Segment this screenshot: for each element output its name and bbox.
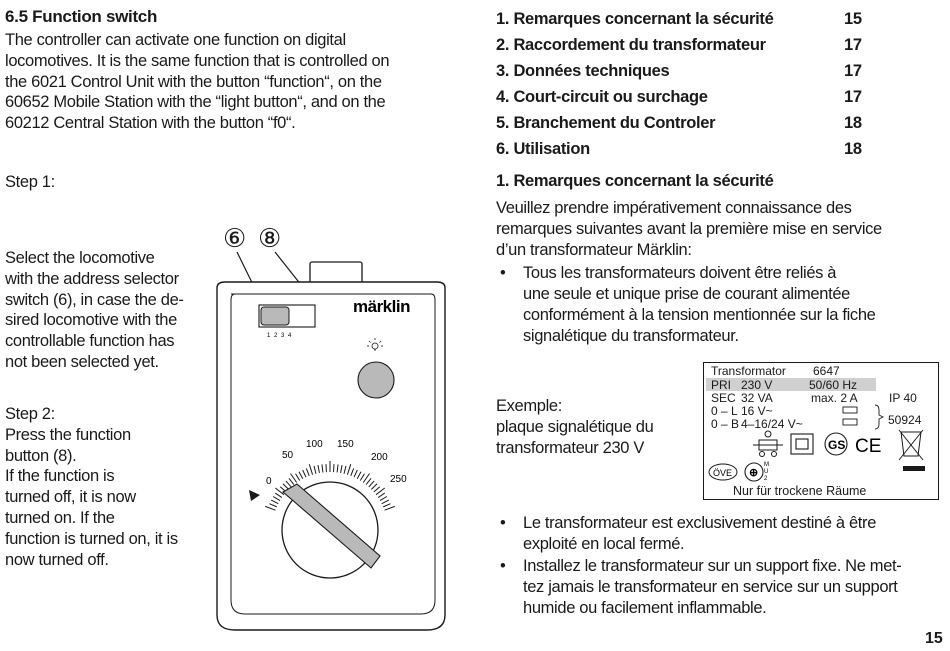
plate-text: IP 40 xyxy=(889,391,917,405)
text-line: function is turned on, it is xyxy=(5,529,178,548)
svg-text:U: U xyxy=(764,469,769,475)
text-line: switch (6), in case the de- xyxy=(5,290,184,309)
bullet-icon: • xyxy=(500,514,506,532)
svg-text:2: 2 xyxy=(764,476,768,482)
text-line: signalétique du transformateur. xyxy=(523,327,739,345)
toc-row[interactable] xyxy=(496,6,874,32)
switch-slider xyxy=(261,307,289,325)
text-line: une seule et unique prise de courant alimentée xyxy=(523,285,850,303)
text-line: Veuillez prendre impérativement connaissance des xyxy=(496,199,852,217)
function-button[interactable] xyxy=(358,362,394,398)
plate-text: SEC xyxy=(711,391,736,405)
text-line: Le transformateur est exclusivement destiné à être xyxy=(523,514,877,532)
dial-label: 250 xyxy=(390,474,407,485)
step2-text xyxy=(5,404,178,570)
step1-label xyxy=(5,172,55,193)
text-line: d’un transformateur Märklin: xyxy=(496,241,692,259)
text-line: remarques suivantes avant la première mise en service xyxy=(496,220,882,238)
dial-label: 200 xyxy=(371,452,388,463)
plate-text: 32 VA xyxy=(741,391,773,405)
bullet-icon: • xyxy=(500,264,506,282)
toc-page: 18 xyxy=(844,114,862,132)
text-line: transformateur 230 V xyxy=(496,439,644,457)
text-line: not been selected yet. xyxy=(5,352,159,371)
text-line: 60652 Mobile Station with the “light button“, and on the xyxy=(5,93,386,112)
rating-plate xyxy=(703,362,939,500)
safety-section-title: 1. Remarques concernant la sécurité xyxy=(496,172,774,190)
controller-illustration xyxy=(205,220,455,640)
switch-label: 2 xyxy=(274,333,278,339)
toc-label: 2. Raccordement du transformateur xyxy=(496,36,766,54)
text-line: If the function is xyxy=(5,467,115,486)
text-line: conformément à la tension mentionnée sur la fiche xyxy=(523,306,876,324)
plate-text: 6647 xyxy=(813,364,840,378)
dial-label: 0 xyxy=(266,476,272,487)
example-caption xyxy=(496,396,653,459)
ove-mark-icon xyxy=(709,464,737,480)
text-line: locomotives. It is the same function that is controlled on xyxy=(5,51,390,70)
toc-label: 4. Court-circuit ou surchage xyxy=(496,88,708,106)
page-number: 15 xyxy=(925,630,943,647)
step1-text xyxy=(5,248,184,373)
text-line: controllable function has xyxy=(5,332,175,351)
dial-label: 50 xyxy=(282,450,294,461)
text-line: Select the locomotive xyxy=(5,249,155,267)
step-label: Step 2: xyxy=(5,405,55,423)
dial-label: 100 xyxy=(306,439,323,450)
toc-row[interactable] xyxy=(496,110,874,136)
plate-text: PRI xyxy=(711,378,732,392)
switch-label: 3 xyxy=(281,333,285,339)
toc-label: 6. Utilisation xyxy=(496,140,590,158)
text-line: now turned off. xyxy=(5,550,109,569)
callout-6: ⑥ xyxy=(223,224,247,254)
text-line: turned on. If the xyxy=(5,508,115,527)
plate-text: Transformator xyxy=(711,364,786,378)
bullet-icon: • xyxy=(500,557,506,575)
text-line: turned off, it is now xyxy=(5,488,136,507)
plate-text: 230 V xyxy=(741,378,773,392)
svg-text:GS: GS xyxy=(828,438,846,452)
text-line: Tous les transformateurs doivent être reliés à xyxy=(523,264,837,282)
device-handle xyxy=(310,262,362,284)
left-column xyxy=(5,6,435,134)
plate-text: 16 V~ xyxy=(741,404,773,418)
table-of-contents xyxy=(496,6,906,162)
text-line: plaque signalétique du xyxy=(496,418,654,436)
brand-logo: märklin xyxy=(353,297,410,316)
text-line: exploité en local fermé. xyxy=(523,535,685,553)
toc-page: 17 xyxy=(844,62,862,80)
plate-text: 4–16/24 V~ xyxy=(741,417,803,431)
text-line: Installez le transformateur sur un support fixe. Ne met- xyxy=(523,557,902,575)
text-line: The controller can activate one function on digital xyxy=(5,31,346,49)
toc-row[interactable] xyxy=(496,32,874,58)
toc-row[interactable] xyxy=(496,84,874,110)
text-line: the 6021 Control Unit with the button “function“, on the xyxy=(5,72,382,91)
svg-text:M: M xyxy=(764,462,769,468)
text-line: Exemple: xyxy=(496,397,562,415)
text-line: with the address selector xyxy=(5,269,179,288)
switch-label: 4 xyxy=(288,333,292,339)
plate-text: 50/60 Hz xyxy=(809,378,858,392)
weee-bar xyxy=(903,466,925,471)
gs-mark-icon xyxy=(825,433,847,455)
text-line: sired locomotive with the xyxy=(5,311,177,330)
plate-text: 0 – L xyxy=(711,404,738,418)
plate-text: 50924 xyxy=(888,413,922,427)
dial-label: 150 xyxy=(337,439,354,450)
text-line: tez jamais le transformateur en service sur un support xyxy=(523,578,898,596)
text-line: 60212 Central Station with the button “f0“. xyxy=(5,114,296,133)
toc-page: 18 xyxy=(844,140,862,158)
ce-mark-icon: CE xyxy=(855,436,882,457)
toc-row[interactable] xyxy=(496,136,874,162)
toc-label: 5. Branchement du Controler xyxy=(496,114,716,132)
callout-8: ⑧ xyxy=(258,224,282,254)
switch-label: 1 xyxy=(267,333,271,339)
plate-text: max. 2 A xyxy=(811,391,858,405)
toc-row[interactable] xyxy=(496,58,874,84)
text-line: Press the function xyxy=(5,425,131,444)
svg-text:ÖVE: ÖVE xyxy=(713,468,733,478)
section-title: 6.5 Function switch xyxy=(5,7,158,26)
plate-footer: Nur für trockene Räume xyxy=(733,484,867,498)
plate-text: 0 – B xyxy=(711,417,740,431)
toc-page: 15 xyxy=(844,10,862,28)
intro-paragraph xyxy=(5,30,435,134)
power-symbol-icon xyxy=(745,462,769,482)
text-line: button (8). xyxy=(5,446,77,465)
toc-label: 1. Remarques concernant la sécurité xyxy=(496,10,774,28)
text-line: humide ou facilement inflammable. xyxy=(523,599,767,617)
toc-page: 17 xyxy=(844,36,862,54)
safety-intro xyxy=(496,198,882,261)
step-label: Step 1: xyxy=(5,173,55,191)
toc-page: 17 xyxy=(844,88,862,106)
svg-text:⊕: ⊕ xyxy=(749,467,759,479)
toc-label: 3. Données techniques xyxy=(496,62,670,80)
